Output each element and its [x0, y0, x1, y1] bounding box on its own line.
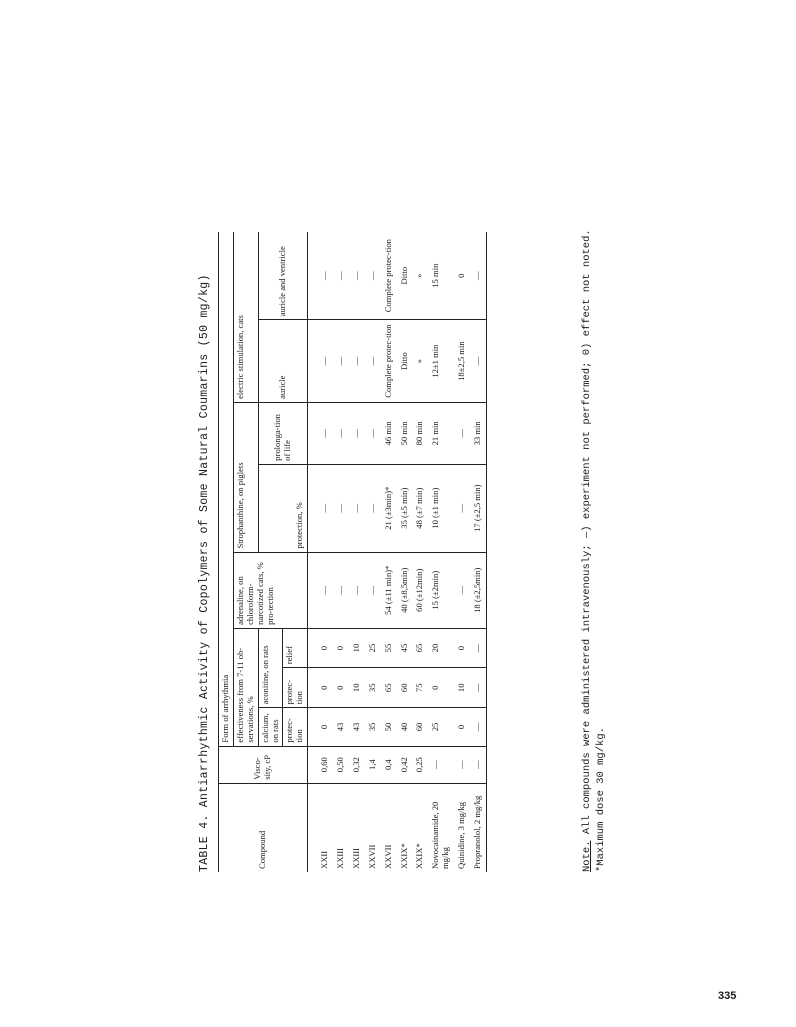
header-auricle-ventricle: auricle and ventricle	[258, 232, 308, 320]
cell-aconitine-relief: 0	[454, 628, 470, 667]
header-adrenaline: adrenaline, on chloroform-narcotized cats, % pro-tection	[233, 552, 307, 628]
table-body	[308, 232, 487, 872]
cell-str-protection: 21 (±3min)*	[381, 464, 397, 552]
note-line	[580, 229, 594, 872]
cell-aconitine-relief: 0	[308, 628, 333, 667]
header-str-protection: protection, %	[258, 464, 308, 552]
cell-auricle: Ditto	[397, 320, 413, 403]
table-header	[219, 232, 308, 872]
cell-aconitine-protection: 0	[308, 668, 333, 708]
table-row	[454, 232, 470, 872]
note-label: Note.	[581, 840, 593, 872]
cell-compound: XXIII	[335, 848, 345, 869]
cell-str-protection: —	[308, 464, 333, 552]
cell-str-protection: —	[454, 464, 470, 552]
cell-auricle: —	[349, 320, 365, 403]
note-footnote: *Maximum dose 30 mg/kg.	[595, 727, 608, 872]
cell-viscosity: 0,60	[308, 746, 333, 783]
cell-aconitine-relief: 10	[349, 628, 365, 667]
cell-auricle-ventricle: —	[349, 232, 365, 320]
cell-aconitine-relief: 25	[365, 628, 381, 667]
cell-viscosity: 1,4	[365, 746, 381, 783]
cell-calcium: 40	[397, 708, 413, 746]
table-row	[349, 232, 365, 872]
cell-adrenaline: 18 (±2,5min)	[470, 552, 486, 628]
cell-prolongation: —	[333, 402, 349, 464]
cell-str-protection: 10 (±1 min)	[428, 464, 454, 552]
header-electric-stimulation: electric stimulation, cats	[233, 232, 258, 402]
cell-adrenaline: —	[308, 552, 333, 628]
table-title: TABLE 4. Antiarrhythmic Activity of Copolymers of Some Natural Coumarins (50 mg/kg)	[198, 274, 211, 872]
header-aconitine-protection: protec-tion	[283, 668, 308, 708]
cell-compound: XXIX*	[398, 843, 409, 869]
cell-compound: XXIII	[350, 848, 361, 869]
cell-auricle: 18±2,5 min	[454, 320, 470, 403]
cell-calcium: 35	[365, 708, 381, 746]
cell-prolongation: 80 min	[412, 402, 428, 464]
header-calcium: calcium, on rats	[258, 708, 283, 746]
cell-aconitine-protection: 35	[365, 668, 381, 708]
table-note	[580, 229, 608, 872]
cell-calcium: 0	[308, 708, 333, 746]
cell-prolongation: 46 min	[381, 402, 397, 464]
cell-viscosity: —	[470, 746, 486, 783]
cell-adrenaline: —	[454, 552, 470, 628]
header-effectiveness: effectiveness from 7-11 ob-servations, %	[233, 628, 258, 746]
table-row	[412, 232, 428, 872]
cell-prolongation: —	[454, 402, 470, 464]
cell-compound: Novocainamide, 20 mg/kg	[430, 801, 451, 869]
cell-aconitine-relief: 55	[381, 628, 397, 667]
cell-auricle-ventricle: »	[412, 232, 428, 320]
cell-compound: XXII	[319, 850, 330, 869]
cell-viscosity: —	[428, 746, 454, 783]
cell-prolongation: —	[308, 402, 333, 464]
header-form-of-arrhythmia: Form of arrhythmia	[219, 232, 234, 746]
table-row	[470, 232, 486, 872]
cell-auricle-ventricle: —	[333, 232, 349, 320]
cell-adrenaline: 54 (±11 min)*	[381, 552, 397, 628]
cell-auricle-ventricle: —	[365, 232, 381, 320]
cell-str-protection: —	[333, 464, 349, 552]
cell-aconitine-protection: 75	[412, 668, 428, 708]
cell-calcium: 43	[333, 708, 349, 746]
cell-adrenaline: 40 (±8,5min)	[397, 552, 413, 628]
cell-auricle-ventricle: 15 min	[428, 232, 454, 320]
rotated-page-content	[198, 229, 668, 872]
cell-viscosity: —	[454, 746, 470, 783]
cell-auricle: Complete protec-tion	[381, 320, 397, 403]
cell-viscosity: 0,25	[412, 746, 428, 783]
cell-auricle: 12±1 min	[428, 320, 454, 403]
cell-str-protection: —	[365, 464, 381, 552]
cell-auricle: —	[470, 320, 486, 403]
cell-prolongation: 21 min	[428, 402, 454, 464]
table-row	[428, 232, 454, 872]
header-aconitine-relief: relief	[283, 628, 308, 667]
header-compound: Compound	[219, 783, 308, 872]
table-row	[397, 232, 413, 872]
table-row	[308, 232, 333, 872]
cell-aconitine-protection: 0	[428, 668, 454, 708]
cell-prolongation: —	[349, 402, 365, 464]
cell-auricle: —	[365, 320, 381, 403]
cell-auricle-ventricle: —	[308, 232, 333, 320]
cell-aconitine-relief: 65	[412, 628, 428, 667]
cell-calcium: 60	[412, 708, 428, 746]
cell-viscosity: 0,4	[381, 746, 397, 783]
cell-str-protection: 35 (±5 min)	[397, 464, 413, 552]
cell-str-protection: 17 (±2,5 min)	[470, 464, 486, 552]
data-table	[218, 232, 487, 872]
cell-aconitine-protection: 65	[381, 668, 397, 708]
cell-str-protection: —	[349, 464, 365, 552]
table-row	[365, 232, 381, 872]
cell-prolongation: —	[365, 402, 381, 464]
cell-auricle-ventricle: —	[470, 232, 486, 320]
cell-compound: Propranolol, 2 mg/kg	[470, 783, 486, 872]
cell-aconitine-relief: —	[470, 628, 486, 667]
cell-adrenaline: —	[365, 552, 381, 628]
cell-adrenaline: 15 (±2min)	[428, 552, 454, 628]
cell-calcium: 50	[381, 708, 397, 746]
cell-adrenaline: —	[333, 552, 349, 628]
cell-aconitine-protection: 10	[454, 668, 470, 708]
header-aconitine: aconitine, on rats	[258, 628, 283, 707]
cell-prolongation: 33 min	[470, 402, 486, 464]
cell-auricle: —	[308, 320, 333, 403]
cell-calcium: 25	[428, 708, 454, 746]
cell-viscosity: 0,42	[397, 746, 413, 783]
cell-compound: Quinidine, 3 mg/kg	[456, 801, 466, 869]
page-number: 335	[718, 990, 737, 1002]
cell-auricle-ventricle: Complete protec-tion	[381, 232, 397, 320]
cell-aconitine-protection: 10	[349, 668, 365, 708]
cell-auricle-ventricle: 0	[454, 232, 470, 320]
cell-adrenaline: 60 (±12min)	[412, 552, 428, 628]
table-row	[333, 232, 349, 872]
cell-auricle: »	[412, 320, 428, 403]
cell-viscosity: 0,32	[349, 746, 365, 783]
header-calcium-protection: protec-tion	[283, 708, 308, 746]
cell-auricle: —	[333, 320, 349, 403]
cell-viscosity: 0,50	[333, 746, 349, 783]
cell-compound: XXVII	[366, 844, 377, 869]
cell-auricle-ventricle: Ditto	[397, 232, 413, 320]
cell-aconitine-protection: —	[470, 668, 486, 708]
header-auricle: auricle	[258, 320, 308, 403]
cell-aconitine-protection: 60	[397, 668, 413, 708]
table-row	[381, 232, 397, 872]
header-prolongation: prolonga-tion of life	[258, 402, 308, 464]
note-text: All compounds were administered intravenously; —) experiment not performed; 0) effect not noted.	[581, 229, 593, 841]
header-strophanthine: Strophanthine, on piglets	[233, 402, 258, 552]
cell-calcium: —	[470, 708, 486, 746]
cell-calcium: 43	[349, 708, 365, 746]
cell-aconitine-relief: 45	[397, 628, 413, 667]
cell-calcium: 0	[454, 708, 470, 746]
cell-aconitine-relief: 20	[428, 628, 454, 667]
cell-aconitine-protection: 0	[333, 668, 349, 708]
cell-compound: XXVII	[382, 844, 393, 869]
cell-str-protection: 48 (±7 min)	[412, 464, 428, 552]
cell-aconitine-relief: 0	[333, 628, 349, 667]
header-viscosity: Visco-sity, cP	[219, 746, 308, 783]
cell-prolongation: 50 min	[397, 402, 413, 464]
cell-compound: XXIX*	[414, 843, 425, 869]
cell-adrenaline: —	[349, 552, 365, 628]
